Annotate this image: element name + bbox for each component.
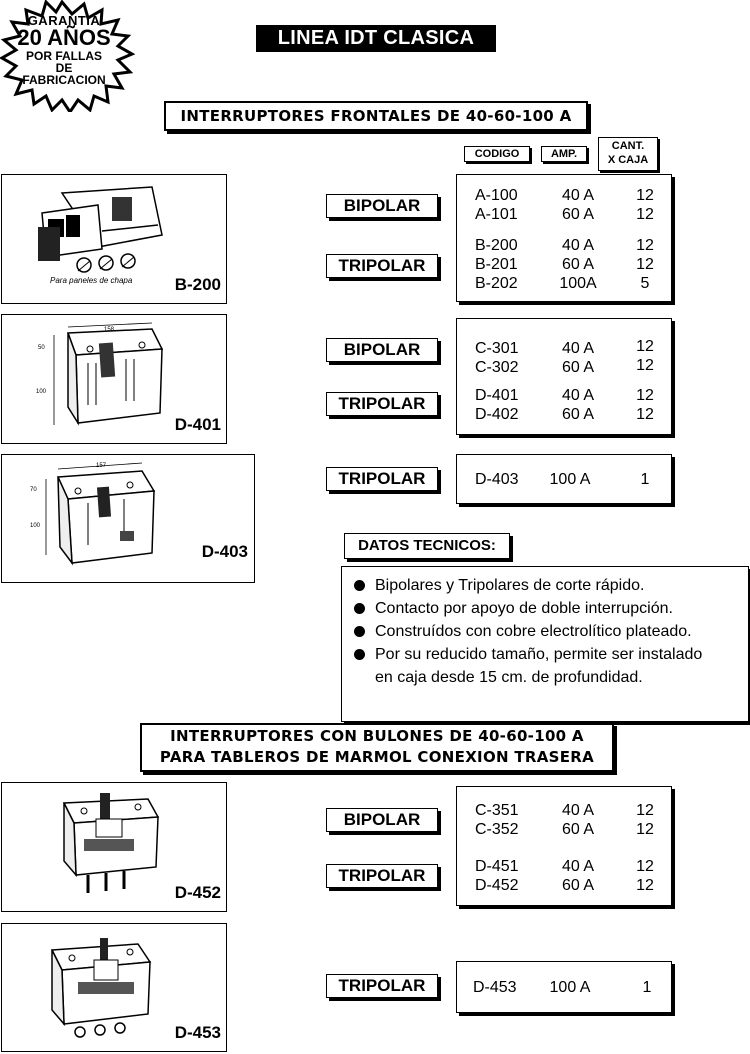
qty-cell: 12 [636, 357, 654, 374]
section2-title [140, 723, 614, 772]
bullet-dot-icon [354, 580, 365, 591]
qty-cell: 12 [636, 237, 654, 254]
code-cell: C-301 [475, 340, 519, 357]
list-item-text: Por su reducido tamaño, permite ser instalado [375, 646, 703, 663]
spec-table-d452 [456, 786, 672, 906]
amp-cell: 40 A [561, 340, 595, 357]
product-label: D-401 [174, 415, 221, 434]
list-item-text: Contacto por apoyo de doble interrupción. [375, 600, 673, 617]
bullet-dot-icon [354, 649, 365, 660]
spec-table-d401 [456, 318, 672, 435]
guarantee-line-5: FABRICACION [22, 73, 106, 88]
table-row [475, 358, 665, 377]
guarantee-line-3: POR FALLAS [25, 48, 102, 63]
qty-cell: 12 [636, 206, 654, 223]
bullet-dot-icon [354, 626, 365, 637]
guarantee-line-2: 20 AÑOS [17, 25, 111, 51]
code-cell: B-200 [475, 237, 518, 254]
qty-cell: 1 [642, 979, 652, 996]
table-row [475, 801, 665, 820]
spec-table-d453 [456, 961, 672, 1013]
code-cell: D-452 [475, 877, 519, 894]
table-row [475, 857, 665, 876]
amp-cell: 60 A [561, 359, 595, 376]
section2-title-line1: INTERRUPTORES CON BULONES DE 40-60-100 A [170, 727, 584, 745]
table-row [475, 470, 665, 489]
tag-tripolar: TRIPOLAR [326, 392, 438, 416]
switch-drawing-d403 [2, 455, 254, 582]
tag-tripolar: TRIPOLAR [326, 467, 438, 491]
bullet-dot-icon [354, 603, 365, 614]
product-label: D-403 [201, 542, 248, 561]
tag-tripolar: TRIPOLAR [326, 974, 438, 998]
tag-tripolar: TRIPOLAR [326, 254, 438, 278]
column-header-cant-line2: X CAJA [607, 154, 649, 166]
product-label: D-453 [174, 1023, 221, 1042]
product-label: D-452 [174, 883, 221, 902]
code-cell: C-352 [475, 821, 519, 838]
column-header-amp: AMP. [541, 146, 587, 162]
product-image-b200 [1, 174, 227, 304]
column-header-cant-line1: CANT. [611, 140, 645, 152]
amp-cell: 100 A [549, 471, 591, 488]
column-header-codigo: CODIGO [464, 146, 530, 162]
table-row [475, 186, 665, 205]
code-cell: D-403 [475, 471, 519, 488]
qty-cell: 12 [636, 338, 654, 355]
code-cell: B-202 [475, 275, 518, 292]
guarantee-starburst [0, 0, 162, 112]
list-item [354, 643, 702, 666]
code-cell: A-100 [475, 187, 518, 204]
tag-bipolar: BIPOLAR [326, 808, 438, 832]
table-row [475, 255, 665, 274]
qty-cell: 12 [636, 802, 654, 819]
technical-data-title: DATOS TECNICOS: [344, 533, 510, 559]
list-item-continuation: en caja desde 15 cm. de profundidad. [375, 669, 643, 686]
code-cell: C-302 [475, 359, 519, 376]
svg-text:157: 157 [96, 463, 107, 469]
table-row [475, 274, 665, 293]
table-row [475, 876, 665, 895]
qty-cell: 12 [636, 821, 654, 838]
guarantee-line-4: DE [55, 60, 73, 75]
amp-cell: 40 A [561, 387, 595, 404]
table-row [475, 386, 665, 405]
svg-text:70: 70 [30, 487, 37, 493]
product-label: B-200 [174, 275, 221, 294]
spec-table-b200 [456, 174, 672, 302]
amp-cell: 100 A [549, 979, 591, 996]
qty-cell: 12 [636, 406, 654, 423]
section1-title: INTERRUPTORES FRONTALES DE 40-60-100 A [164, 101, 588, 131]
qty-cell: 1 [640, 471, 650, 488]
qty-cell: 12 [636, 187, 654, 204]
guarantee-line-1: GARANTIA [27, 13, 101, 28]
qty-cell: 12 [636, 256, 654, 273]
product-image-d403 [1, 454, 255, 583]
list-item [354, 620, 692, 643]
guarantee-text [3, 14, 125, 86]
tag-tripolar: TRIPOLAR [326, 864, 438, 888]
code-cell: A-101 [475, 206, 518, 223]
amp-cell: 40 A [561, 858, 595, 875]
qty-cell: 12 [636, 877, 654, 894]
table-row [475, 205, 665, 224]
technical-data-box [341, 566, 749, 722]
code-cell: D-451 [475, 858, 519, 875]
list-item-text: Bipolares y Tripolares de corte rápido. [375, 577, 645, 594]
code-cell: D-453 [473, 979, 517, 996]
qty-cell: 12 [636, 387, 654, 404]
code-cell: C-351 [475, 802, 519, 819]
column-header-cant [598, 137, 658, 171]
table-row [475, 236, 665, 255]
list-item [354, 574, 644, 597]
amp-cell: 60 A [561, 256, 595, 273]
amp-cell: 60 A [561, 821, 595, 838]
product-image-d452 [1, 782, 227, 912]
table-row [473, 978, 663, 997]
product-image-d453 [1, 923, 227, 1052]
tag-bipolar: BIPOLAR [326, 338, 438, 362]
amp-cell: 100A [559, 275, 597, 292]
code-cell: D-402 [475, 406, 519, 423]
table-row [475, 405, 665, 424]
code-cell: B-201 [475, 256, 518, 273]
list-item-text: Construídos con cobre electrolítico plateado. [375, 623, 692, 640]
amp-cell: 40 A [561, 237, 595, 254]
svg-text:50: 50 [38, 345, 45, 351]
image-caption: Para paneles de chapa [50, 276, 133, 285]
tag-bipolar: BIPOLAR [326, 194, 438, 218]
amp-cell: 40 A [561, 802, 595, 819]
amp-cell: 60 A [561, 206, 595, 223]
amp-cell: 60 A [561, 877, 595, 894]
table-row [475, 820, 665, 839]
product-image-d401 [1, 314, 227, 444]
svg-text:100: 100 [30, 523, 41, 529]
qty-cell: 5 [640, 275, 650, 292]
page-title: LINEA IDT CLASICA [256, 25, 496, 52]
section2-title-line2: PARA TABLEROS DE MARMOL CONEXION TRASERA [159, 748, 595, 766]
svg-text:100: 100 [36, 389, 47, 395]
list-item [354, 597, 673, 620]
svg-text:158: 158 [104, 327, 115, 333]
spec-table-d403 [456, 454, 672, 504]
code-cell: D-401 [475, 387, 519, 404]
qty-cell: 12 [636, 858, 654, 875]
amp-cell: 40 A [561, 187, 595, 204]
amp-cell: 60 A [561, 406, 595, 423]
